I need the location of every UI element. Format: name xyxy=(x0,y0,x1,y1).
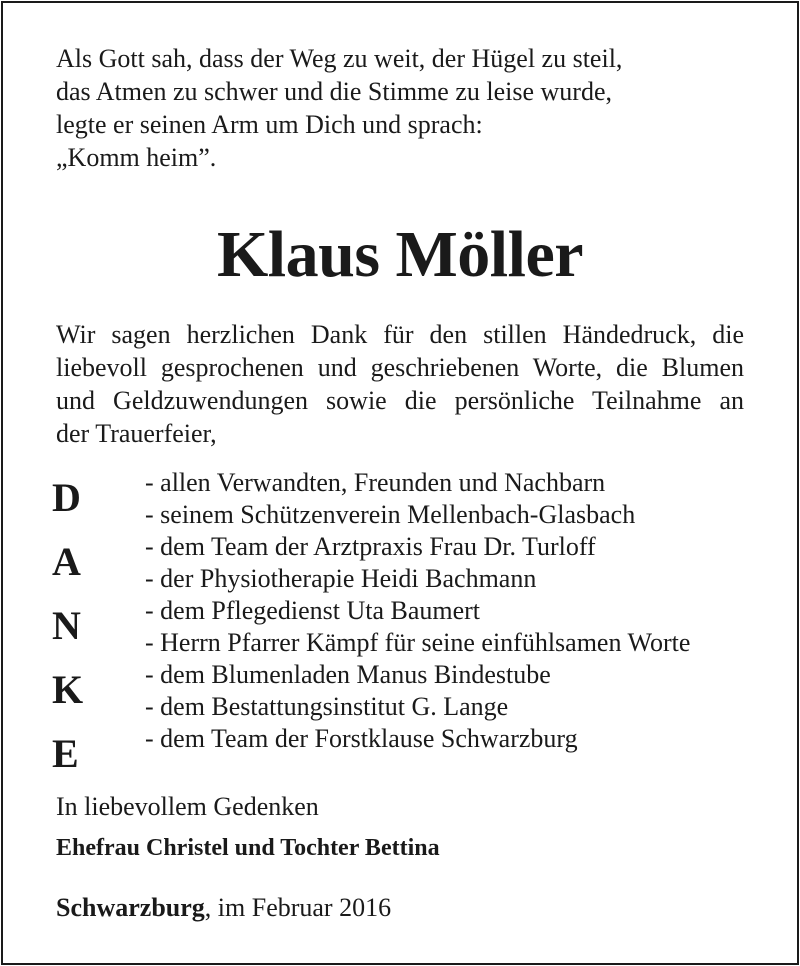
poem-line: Als Gott sah, dass der Weg zu weit, der Hügel zu steil, xyxy=(56,44,623,73)
danke-letter: E xyxy=(52,731,79,776)
thanks-line: Wir sagen herzlichen Dank für den stillen Händedruck, die xyxy=(56,320,744,349)
date-text: , im Februar 2016 xyxy=(204,893,392,922)
danke-letter: A xyxy=(52,539,81,584)
thanks-paragraph xyxy=(56,318,744,450)
poem-line: „Komm heim”. xyxy=(56,143,217,172)
family-signature: Ehefrau Christel und Tochter Bettina xyxy=(56,835,440,861)
poem-line: das Atmen zu schwer und die Stimme zu leise wurde, xyxy=(56,77,612,106)
thanks-line: und Geldzuwendungen sowie die persönliche Teilnahme an xyxy=(56,386,744,415)
danke-letter: N xyxy=(52,603,81,648)
list-item: - dem Pflegedienst Uta Baumert xyxy=(145,596,481,625)
list-item: - Herrn Pfarrer Kämpf für seine einfühlsamen Worte xyxy=(145,628,691,657)
place-date-line xyxy=(56,891,391,924)
poem-line: legte er seinen Arm um Dich und sprach: xyxy=(56,110,483,139)
recipient-list xyxy=(145,467,765,755)
place-name: Schwarzburg xyxy=(56,893,205,922)
thanks-line: liebevoll gesprochenen und geschriebenen Worte, die Blumen xyxy=(56,353,744,382)
list-item: - seinem Schützenverein Mellenbach-Glasbach xyxy=(145,500,636,529)
list-item: - allen Verwandten, Freunden und Nachbarn xyxy=(145,468,606,497)
poem xyxy=(56,42,756,174)
thanks-line: der Trauerfeier, xyxy=(56,419,217,448)
danke-letter: K xyxy=(52,667,84,712)
danke-letter: D xyxy=(52,475,81,520)
list-item: - der Physiotherapie Heidi Bachmann xyxy=(145,564,537,593)
list-item: - dem Bestattungsinstitut G. Lange xyxy=(145,692,509,721)
danke-acrostic xyxy=(52,466,112,786)
list-item: - dem Team der Arztpraxis Frau Dr. Turloff xyxy=(145,532,596,561)
deceased-name: Klaus Möller xyxy=(216,218,584,291)
list-item: - dem Blumenladen Manus Bindestube xyxy=(145,660,551,689)
list-item: - dem Team der Forstklause Schwarzburg xyxy=(145,724,578,753)
memory-line: In liebevollem Gedenken xyxy=(56,792,319,821)
